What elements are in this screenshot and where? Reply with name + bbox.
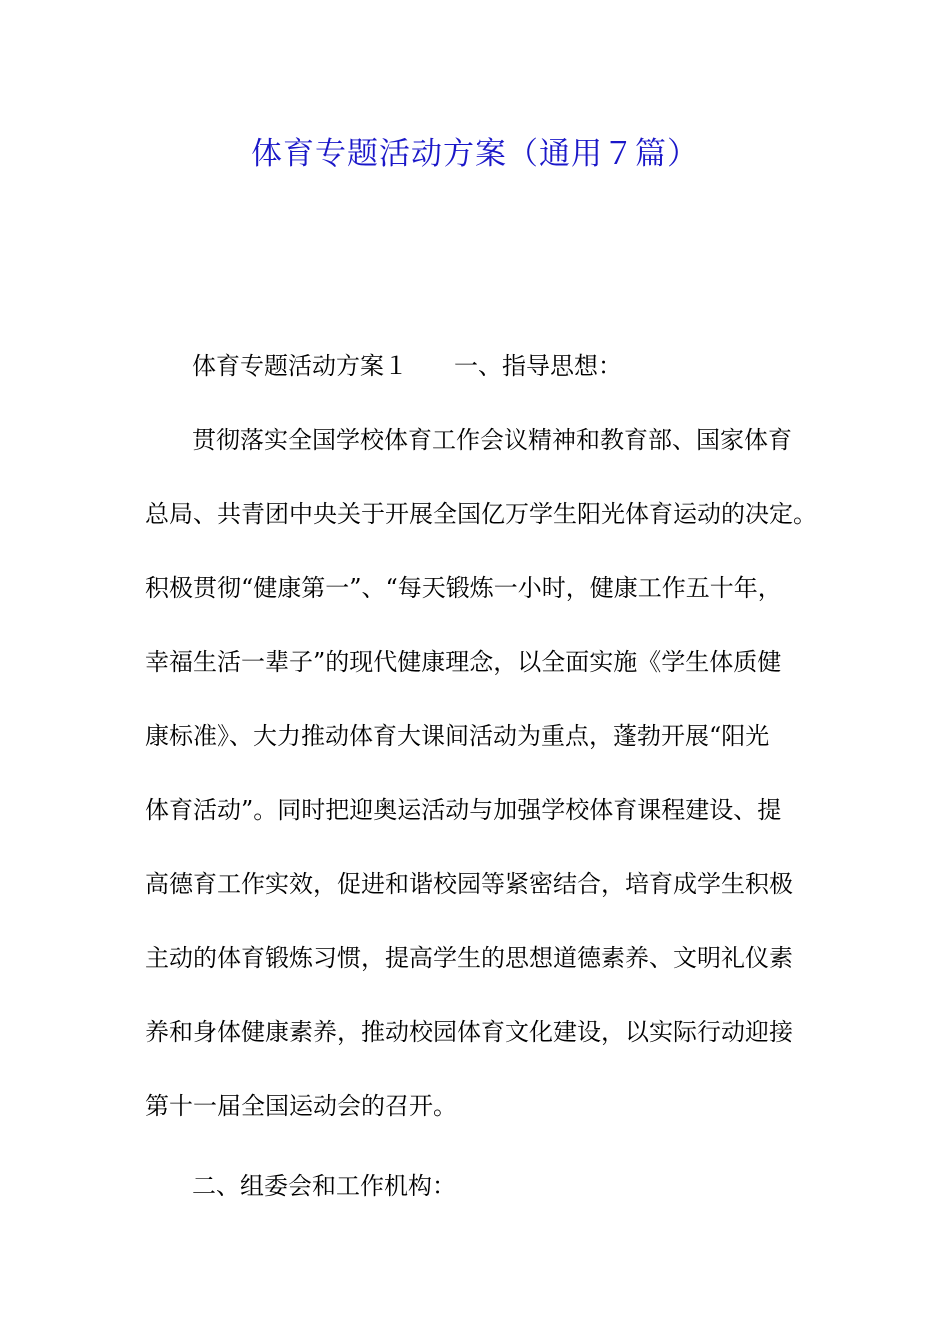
paragraph-line: 主动的体育锻炼习惯，提高学生的思想道德素养、文明礼仪素 xyxy=(145,944,793,972)
paragraph-line: 养和身体健康素养，推动校园体育文化建设，以实际行动迎接 xyxy=(145,1018,793,1046)
plan-label: 体育专题活动方案１ xyxy=(192,352,408,380)
paragraph-line: 总局、共青团中央关于开展全国亿万学生阳光体育运动的决定。 xyxy=(145,500,817,528)
guiding-thought-paragraph xyxy=(145,420,825,1160)
paragraph-line: 第十一届全国运动会的召开。 xyxy=(145,1092,457,1120)
section-2-heading: 二、组委会和工作机构： xyxy=(192,1172,456,1200)
paragraph-line: 康标准》、大力推动体育大课间活动为重点，蓬勃开展“阳光 xyxy=(145,722,770,750)
paragraph-line: 积极贯彻“健康第一”、“每天锻炼一小时，健康工作五十年， xyxy=(145,574,782,602)
paragraph-line: 贯彻落实全国学校体育工作会议精神和教育部、国家体育 xyxy=(192,426,792,454)
paragraph-line: 高德育工作实效，促进和谐校园等紧密结合，培育成学生积极 xyxy=(145,870,793,898)
paragraph-line: 体育活动”。同时把迎奥运活动与加强学校体育课程建设、提 xyxy=(145,796,782,824)
section-1-heading: 一、指导思想： xyxy=(454,352,622,380)
paragraph-line: 幸福生活一辈子”的现代健康理念，以全面实施《学生体质健 xyxy=(145,648,782,676)
plan-heading-line xyxy=(192,346,622,381)
document-title: 体育专题活动方案（通用７篇） xyxy=(251,136,699,172)
